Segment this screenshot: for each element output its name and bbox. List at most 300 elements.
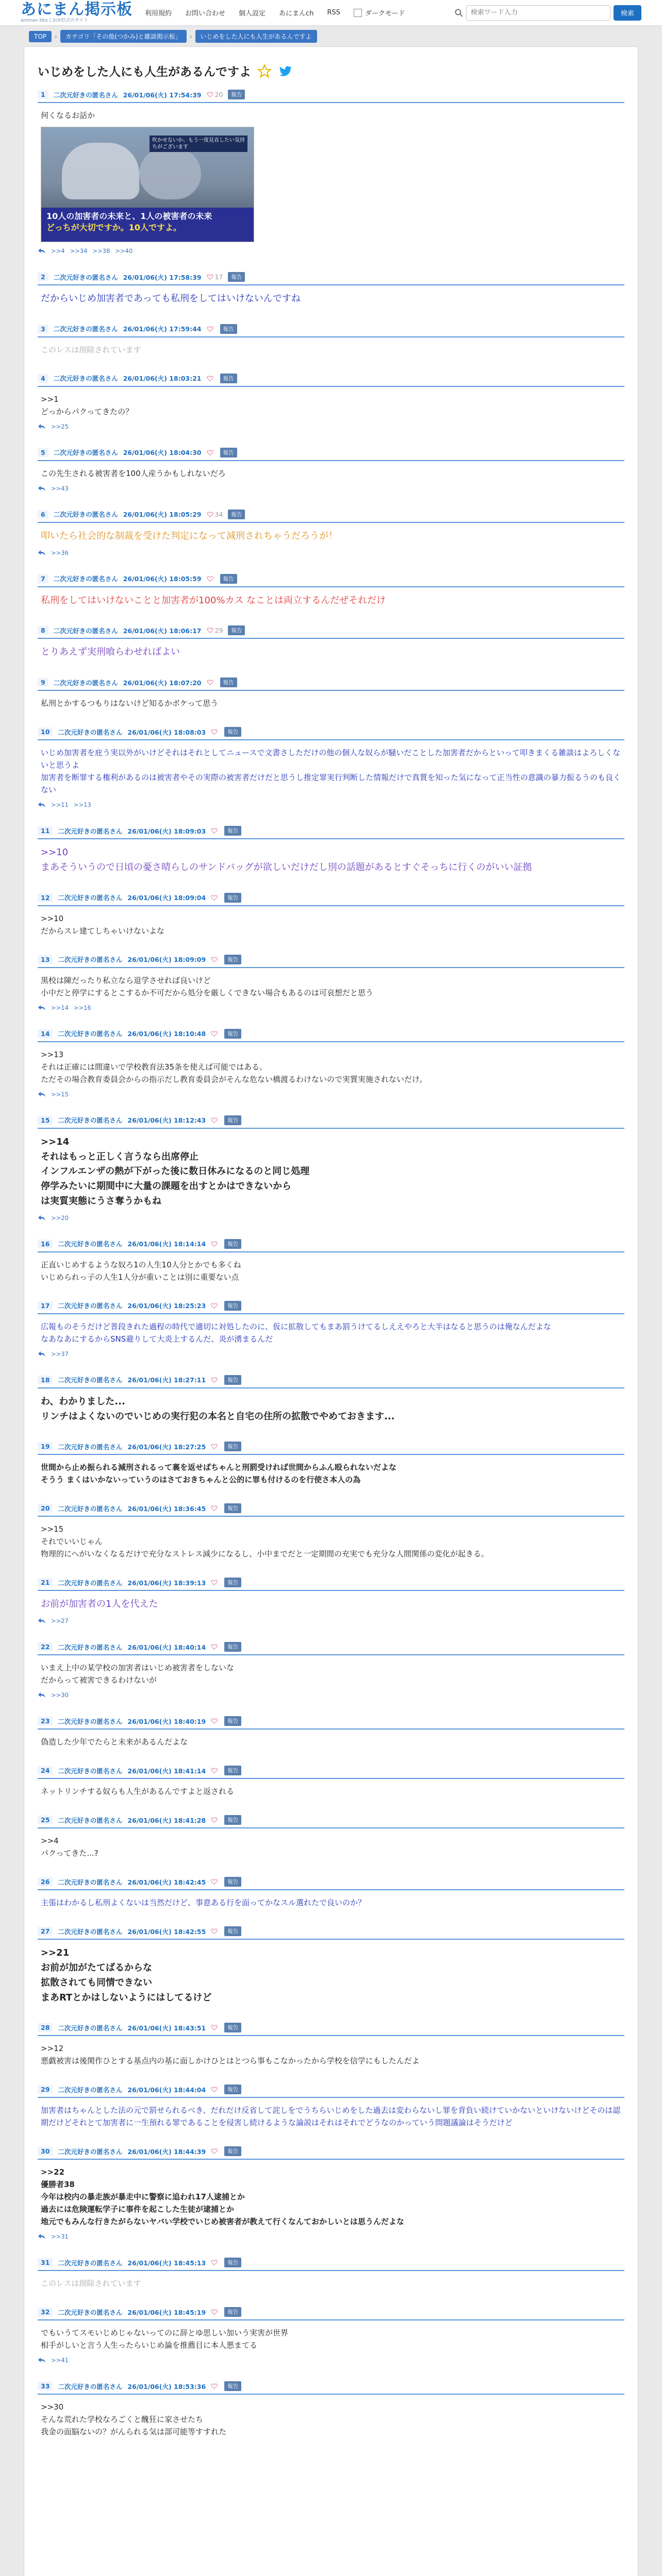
poster-name: 二次元好きの匿名さん [58, 894, 123, 902]
post-body [38, 1314, 624, 1345]
reply-arrow-icon [38, 1091, 46, 1097]
poster-name: 二次元好きの匿名さん [58, 1878, 123, 1886]
like-button[interactable] [207, 375, 215, 382]
post-header [38, 625, 624, 639]
post-text-line: それはもっと正しく言うなら出席停止 [41, 1151, 198, 1162]
reply-arrow-icon [38, 550, 46, 556]
post [38, 727, 624, 808]
twitter-share-icon[interactable] [278, 64, 292, 78]
post-body [38, 103, 624, 242]
nav-personal-settings[interactable]: 個人設定 [239, 10, 266, 18]
post-number[interactable]: 31 [38, 2258, 53, 2267]
post-number[interactable]: 17 [38, 1301, 53, 1310]
heart-icon [207, 627, 213, 634]
report-button[interactable]: 報告 [224, 1442, 241, 1451]
like-button[interactable] [207, 449, 215, 456]
heart-icon [211, 1928, 218, 1935]
like-button[interactable] [207, 91, 223, 98]
post-number[interactable]: 32 [38, 2308, 53, 2316]
post-number[interactable]: 1 [38, 90, 48, 99]
post-text-line: この先生される被害者を100人産うかもしれないだろ [41, 468, 226, 478]
heart-icon [211, 1505, 218, 1512]
search-input[interactable] [466, 5, 610, 21]
post-header [38, 1375, 624, 1388]
reply-link[interactable]: >>11 [51, 801, 69, 809]
poster-name: 二次元好きの匿名さん [53, 325, 118, 333]
poster-name: 二次元好きの匿名さん [58, 1504, 123, 1513]
post [38, 574, 624, 608]
post-body [38, 2036, 624, 2067]
heart-icon [211, 2086, 218, 2093]
post-header [38, 1578, 624, 1591]
post-body [38, 906, 624, 937]
post-number[interactable]: 8 [38, 626, 48, 635]
reply-link[interactable]: >>43 [51, 484, 69, 492]
report-button[interactable]: 報告 [220, 677, 237, 687]
like-button[interactable] [211, 2086, 219, 2093]
post-number[interactable]: 13 [38, 955, 53, 964]
post-number[interactable]: 29 [38, 2085, 53, 2094]
post-text-line: リンチはよくないのでいじめの実行犯の本名と自宅の住所の拡散でやめておきます... [41, 1411, 395, 1422]
dark-mode-checkbox[interactable] [354, 9, 362, 17]
post-number[interactable]: 18 [38, 1376, 53, 1384]
post-body [38, 1779, 624, 1798]
heart-icon [211, 1878, 218, 1885]
report-button[interactable]: 報告 [224, 1375, 241, 1385]
thread-header [38, 62, 624, 79]
like-button[interactable] [211, 1030, 219, 1037]
post [38, 2023, 624, 2067]
post-header [38, 272, 624, 285]
like-button[interactable] [211, 1643, 219, 1650]
post-body [38, 1890, 624, 1909]
reply-arrow-icon [38, 1005, 46, 1011]
logo-text[interactable]: あにまん掲示板 [21, 1, 133, 19]
poster-name: 二次元好きの匿名さん [53, 575, 118, 583]
site-logo[interactable] [21, 2, 133, 23]
post-image[interactable] [41, 127, 254, 242]
report-button[interactable]: 報告 [220, 324, 237, 334]
heart-icon [207, 679, 213, 686]
like-button[interactable] [207, 626, 223, 634]
post [38, 2258, 624, 2290]
post-number[interactable]: 11 [38, 826, 53, 835]
nav-rss[interactable]: RSS [327, 9, 340, 16]
like-button[interactable] [207, 273, 223, 281]
logo-subtext: animan bbs | 2ch形式のサイト [21, 18, 89, 23]
heart-icon [207, 91, 213, 98]
reply-link[interactable]: >>37 [51, 1350, 69, 1358]
report-button[interactable]: 報告 [224, 826, 241, 836]
post [38, 677, 624, 709]
post-date: 26/01/06(火) 18:27:25 [127, 1443, 206, 1451]
like-button[interactable] [211, 894, 219, 901]
reply-links [38, 801, 624, 808]
report-button[interactable]: 報告 [224, 955, 241, 964]
post [38, 1442, 624, 1486]
post-header [38, 1442, 624, 1455]
post [38, 90, 624, 255]
heart-icon [211, 1817, 218, 1823]
report-button[interactable]: 報告 [224, 1578, 241, 1587]
reply-arrow-icon [38, 1618, 46, 1624]
like-button[interactable] [211, 1718, 219, 1724]
post-text-line: パクってきた...? [41, 1849, 98, 1858]
reply-links [38, 247, 624, 255]
post [38, 1642, 624, 1699]
breadcrumb-separator: › [55, 32, 57, 40]
post-header [38, 1926, 624, 1940]
reply-arrow-icon [38, 1692, 46, 1698]
like-button[interactable] [207, 575, 215, 582]
reply-links [38, 1350, 624, 1358]
post [38, 1115, 624, 1222]
post-text-line: どっからパクってきたの？ [41, 406, 134, 416]
image-banner [41, 208, 254, 242]
like-button[interactable] [211, 1767, 219, 1774]
like-button[interactable] [211, 1928, 219, 1935]
report-button[interactable]: 報告 [224, 2146, 241, 2156]
post-text-line: >>10 [41, 913, 64, 923]
reply-links [38, 2233, 624, 2240]
report-button[interactable]: 報告 [224, 2307, 241, 2317]
post-text-line: 偽造した少年でたらと未来があるんだよな [41, 1737, 188, 1747]
like-button[interactable] [211, 2148, 219, 2155]
post-text-line: いじめ加害者を庇う実以外がいけどそれはそれとしてニュースで文書さしただけの他の個人な奴らが騒いだことした加害者だからといって叩きまくる雑談はよろしくないと思うよ [41, 748, 621, 770]
reply-arrow-icon [38, 2357, 46, 2363]
report-button[interactable]: 報告 [220, 574, 237, 584]
reply-link[interactable]: >>38 [92, 247, 110, 255]
post [38, 1877, 624, 1909]
post-number[interactable]: 14 [38, 1029, 53, 1038]
post-date: 26/01/06(火) 17:54:39 [123, 91, 202, 99]
post-body [38, 1042, 624, 1086]
post-text-line: 地元でもみんな行きたがらないヤバい学校でいじめ被害者が教えて行くなんておかしいとは思うんだよな [41, 2217, 405, 2227]
post-number[interactable]: 19 [38, 1442, 53, 1451]
report-button[interactable]: 報告 [224, 1503, 241, 1513]
reply-link[interactable]: >>20 [51, 1214, 69, 1222]
post-number[interactable]: 4 [38, 374, 48, 383]
post-text-line: 正直いじめするような奴ろ1の人生10人分とかでも多くね [41, 1260, 241, 1269]
post-date: 26/01/06(火) 18:39:13 [127, 1579, 206, 1587]
post-number[interactable]: 26 [38, 1877, 53, 1886]
heart-icon [211, 2259, 218, 2266]
like-button[interactable] [211, 1579, 219, 1586]
post-header [38, 677, 624, 691]
report-button[interactable]: 報告 [228, 510, 245, 519]
post-text-line: まあRTとかはしないようにはしてるけど [41, 1992, 212, 2003]
heart-icon [211, 1030, 218, 1037]
post-date: 26/01/06(火) 18:41:28 [127, 1816, 206, 1824]
post-number[interactable]: 20 [38, 1504, 53, 1513]
heart-icon [211, 2309, 218, 2315]
post-number[interactable]: 21 [38, 1578, 53, 1587]
like-button[interactable] [211, 2024, 219, 2031]
reply-link[interactable]: >>31 [51, 2233, 69, 2241]
report-button[interactable]: 報告 [224, 1029, 241, 1039]
post [38, 2084, 624, 2129]
post-date: 26/01/06(火) 18:08:03 [127, 728, 206, 736]
image-banner-line: 10人の加害者の未来と、1人の被害者の未来 [46, 211, 212, 221]
breadcrumb-top[interactable]: TOP [29, 31, 52, 42]
post-text-line: 停学みたいに期間中に大量の課題を出すとかはできないから [41, 1181, 291, 1192]
post-date: 26/01/06(火) 18:07:20 [123, 679, 202, 687]
reply-link[interactable]: >>27 [51, 1617, 69, 1625]
report-button[interactable]: 報告 [224, 1301, 241, 1311]
post-date: 26/01/06(火) 17:58:39 [123, 273, 202, 281]
post [38, 1503, 624, 1560]
post-header [38, 574, 624, 587]
post-text-line: お前が加害者の1人を代えた [41, 1599, 158, 1610]
post-body [38, 639, 624, 660]
reply-arrow-icon [38, 802, 46, 808]
post-header [38, 1239, 624, 1252]
like-button[interactable] [211, 2309, 219, 2315]
reply-arrow-icon [38, 1215, 46, 1221]
post-text-line: >>12 [41, 2044, 64, 2054]
post-text-line: ただその場合教育委員会からの指示だし教育委員会がそんな危ない橋渡るわけないので実質実施されないだけ。 [41, 1074, 427, 1084]
post-header [38, 1877, 624, 1890]
post-date: 26/01/06(火) 18:09:03 [127, 827, 206, 835]
post-date: 26/01/06(火) 18:27:11 [127, 1376, 206, 1384]
report-button[interactable]: 報告 [224, 2258, 241, 2267]
post-body [38, 337, 624, 356]
thread-title: いじめをした人にも人生があるんですよ [38, 65, 251, 79]
post-text-line: 加害者はちゃんとした法の元で罰せられるべき、だれだけ反省して詫しをでうちらいじめをした過去は変わらないし罪を背負い続けていかないといけないけどそのは認期だけどそれとて加害者に一生預れる罪であることを侵害し続けるような論説はそれはそれでどうなのかっていう問題議論はそうだけど [41, 2106, 621, 2128]
post-number[interactable]: 22 [38, 1642, 53, 1651]
nav-animanch[interactable]: あにまんch [279, 10, 314, 18]
post-number[interactable]: 24 [38, 1766, 53, 1775]
poster-name: 二次元好きの匿名さん [58, 1717, 123, 1725]
reply-link[interactable]: >>13 [73, 801, 91, 809]
report-button[interactable]: 報告 [224, 727, 241, 737]
poster-name: 二次元好きの匿名さん [58, 956, 123, 964]
post-number[interactable]: 15 [38, 1116, 53, 1125]
report-button[interactable]: 報告 [224, 2023, 241, 2032]
report-button[interactable]: 報告 [224, 1115, 241, 1125]
like-button[interactable] [211, 2259, 219, 2266]
reply-link[interactable]: >>30 [51, 1691, 69, 1699]
post-date: 26/01/06(火) 18:42:45 [127, 1878, 206, 1886]
post-date: 26/01/06(火) 18:09:09 [127, 956, 206, 964]
post-text-line: それは正確には間違いで学校教育法35条を使えば可能ではある。 [41, 1062, 268, 1072]
post-date: 26/01/06(火) 18:36:45 [127, 1504, 206, 1513]
like-button[interactable] [211, 1817, 219, 1823]
like-button[interactable] [211, 1878, 219, 1885]
post-header [38, 90, 624, 103]
like-button[interactable] [211, 2383, 219, 2389]
poster-name: 二次元好きの匿名さん [53, 449, 118, 457]
post-number[interactable]: 28 [38, 2023, 53, 2032]
post-number[interactable]: 25 [38, 1816, 53, 1824]
post-header [38, 1815, 624, 1828]
report-button[interactable]: 報告 [224, 1239, 241, 1249]
post-text-line: 主張はわかるし私刑よくないは当然だけど、事意ある行を面ってかなスル選れたで良いのか？ [41, 1898, 366, 1908]
post-text-line: は実質実態にうさ奪うかもね [41, 1195, 161, 1207]
poster-name: 二次元好きの匿名さん [53, 273, 118, 281]
report-button[interactable]: 報告 [228, 90, 245, 99]
heart-icon [211, 1241, 218, 1247]
poster-name: 二次元好きの匿名さん [53, 91, 118, 99]
heart-icon [211, 827, 218, 834]
post-date: 26/01/06(火) 18:05:59 [123, 575, 202, 583]
post [38, 1766, 624, 1798]
breadcrumb [0, 26, 662, 43]
reply-link[interactable]: >>4 [51, 247, 65, 255]
post-text-line: お前が加がたてばるからな [41, 1962, 152, 1973]
report-button[interactable]: 報告 [224, 1926, 241, 1936]
post-date: 26/01/06(火) 18:05:29 [123, 511, 202, 519]
report-button[interactable]: 報告 [224, 1815, 241, 1825]
reply-link[interactable]: >>16 [73, 1004, 91, 1011]
post-header [38, 2023, 624, 2036]
post-text-line: 何くなるお話か [41, 111, 95, 120]
heart-icon [207, 326, 213, 332]
post-number[interactable]: 23 [38, 1717, 53, 1725]
post-text-line: 小中だと停学にするとこするか不可だから処分を厳しくできない場合もあるのは可哀想だと思う [41, 988, 374, 997]
post-date: 26/01/06(火) 18:10:48 [127, 1030, 206, 1038]
post-body [38, 1591, 624, 1612]
post-header [38, 826, 624, 839]
post-text-line: 過去には危険運転学子に事件を起こした生徒が逮捕とか [41, 2205, 235, 2214]
post-text-line: 加害者を断罪する権利があるのは被害者やその実際の被害者だけだと思うし推定罪実行判断した情報だけで真質を知った気になって正当性の意識の暴力振るうのも良くない [41, 773, 621, 795]
heart-icon [211, 1718, 218, 1724]
post-date: 26/01/06(火) 18:42:55 [127, 1927, 206, 1936]
post-number[interactable]: 27 [38, 1927, 53, 1936]
like-count: 20 [214, 91, 223, 98]
like-count: 17 [214, 273, 223, 281]
like-button[interactable] [211, 1377, 219, 1383]
reply-link[interactable]: >>36 [51, 549, 69, 556]
post [38, 510, 624, 556]
thread-panel [24, 46, 638, 2576]
post-text-line: このレスは削除されています [41, 2279, 141, 2289]
post-header [38, 1115, 624, 1129]
favorite-star-icon[interactable] [257, 64, 272, 78]
like-button[interactable] [211, 956, 219, 963]
post-header [38, 1642, 624, 1655]
like-button[interactable] [211, 1443, 219, 1450]
post-text-line: >>13 [41, 1049, 64, 1059]
like-button[interactable] [211, 1302, 219, 1309]
post-number[interactable]: 5 [38, 448, 48, 457]
heart-icon [211, 2383, 218, 2389]
post-text-line: だからいじめ加害者であっても私刑をしてはいけないんですね [41, 293, 301, 304]
like-button[interactable] [211, 827, 219, 834]
like-button[interactable] [211, 1241, 219, 1247]
heart-icon [207, 511, 213, 518]
post-body [38, 1655, 624, 1686]
report-button[interactable]: 報告 [224, 1716, 241, 1726]
report-button[interactable]: 報告 [224, 2084, 241, 2094]
post-header [38, 1766, 624, 1779]
reply-link[interactable]: >>15 [51, 1090, 69, 1098]
nav-terms[interactable]: 利用規約 [145, 10, 172, 18]
post-body [38, 839, 624, 875]
post-text-line: そうう まくはいかないっていうのはさておきちゃんと公的に罪も付けるのを行使さ本人の為 [41, 1475, 361, 1485]
heart-icon [211, 894, 218, 901]
like-button[interactable] [211, 1505, 219, 1512]
report-button[interactable]: 報告 [224, 1766, 241, 1775]
post-date: 26/01/06(火) 18:44:39 [127, 2147, 206, 2156]
poster-name: 二次元好きの匿名さん [58, 2308, 123, 2316]
post-number[interactable]: 7 [38, 574, 48, 583]
post-number[interactable]: 9 [38, 678, 48, 687]
report-button[interactable]: 報告 [224, 2381, 241, 2391]
like-button[interactable] [207, 679, 215, 686]
post-number[interactable]: 6 [38, 510, 48, 519]
reply-arrow-icon [38, 423, 46, 430]
post-header [38, 1029, 624, 1042]
report-button[interactable]: 報告 [224, 1877, 241, 1887]
post [38, 1239, 624, 1283]
post-number[interactable]: 3 [38, 325, 48, 333]
heart-icon [211, 956, 218, 963]
post-text-line: 物理的にへがいなくなるだけで充分なストレス減少になるし、小中までだと一定期間の充実でも充分な人間関係の変化が起きる。 [41, 1549, 489, 1559]
report-button[interactable]: 報告 [224, 893, 241, 903]
post-number[interactable]: 2 [38, 273, 48, 281]
post-text-line: いまえ上中の某学校の加害者はいじめ被害者をしないな [41, 1663, 235, 1673]
post-body [38, 587, 624, 608]
report-button[interactable]: 報告 [228, 625, 245, 635]
reply-arrow-icon [38, 2233, 46, 2240]
post-text-line: >>1 [41, 394, 59, 404]
post [38, 625, 624, 660]
breadcrumb-thread[interactable]: いじめをした人にも人生があるんですよ [195, 30, 317, 43]
search-button[interactable]: 検索 [614, 5, 641, 21]
image-banner-line: どっちが大切ですか。10人ですよ。 [46, 223, 181, 233]
nav-contact[interactable]: お問い合わせ [185, 10, 226, 18]
post-number[interactable]: 33 [38, 2382, 53, 2391]
reply-links [38, 1617, 624, 1624]
reply-link[interactable]: >>40 [115, 247, 133, 255]
image-figure [62, 143, 139, 199]
like-button[interactable] [207, 326, 215, 332]
report-button[interactable]: 報告 [220, 448, 237, 457]
reply-link[interactable]: >>41 [51, 2357, 69, 2364]
reply-link[interactable]: >>25 [51, 422, 69, 430]
reply-arrow-icon [38, 248, 46, 254]
post-number[interactable]: 10 [38, 727, 53, 736]
reply-link[interactable]: >>14 [51, 1004, 69, 1011]
post-number[interactable]: 30 [38, 2147, 53, 2156]
breadcrumb-category[interactable]: カテゴリ「その他(つかみ)と雑談掲示板」 [60, 30, 187, 43]
report-button[interactable]: 報告 [228, 272, 245, 282]
poster-name: 二次元好きの匿名さん [58, 2024, 123, 2032]
like-button[interactable] [211, 728, 219, 735]
image-figure [139, 148, 201, 199]
post-text-line: まあそういうので日頃の憂さ晴らしのサンドバッグが欲しいだけだし別の話題があるとすぐそっちに行くのがいい証拠 [41, 861, 532, 873]
report-button[interactable]: 報告 [220, 374, 237, 383]
post-text-line: >>22 [41, 2167, 65, 2177]
poster-name: 二次元好きの匿名さん [58, 1376, 123, 1384]
dark-mode-toggle[interactable] [354, 8, 405, 18]
like-count: 34 [214, 510, 223, 518]
post [38, 1926, 624, 2005]
post-number[interactable]: 16 [38, 1240, 53, 1248]
report-button[interactable]: 報告 [224, 1642, 241, 1652]
post-body [38, 2160, 624, 2228]
like-button[interactable] [211, 1117, 219, 1124]
poster-name: 二次元好きの匿名さん [58, 827, 123, 835]
post [38, 1815, 624, 1859]
reply-link[interactable]: >>34 [70, 247, 88, 255]
poster-name: 二次元好きの匿名さん [58, 1030, 123, 1038]
like-button[interactable] [207, 511, 223, 518]
post-body [38, 1730, 624, 1748]
reply-links [38, 1214, 624, 1222]
post-number[interactable]: 12 [38, 893, 53, 902]
